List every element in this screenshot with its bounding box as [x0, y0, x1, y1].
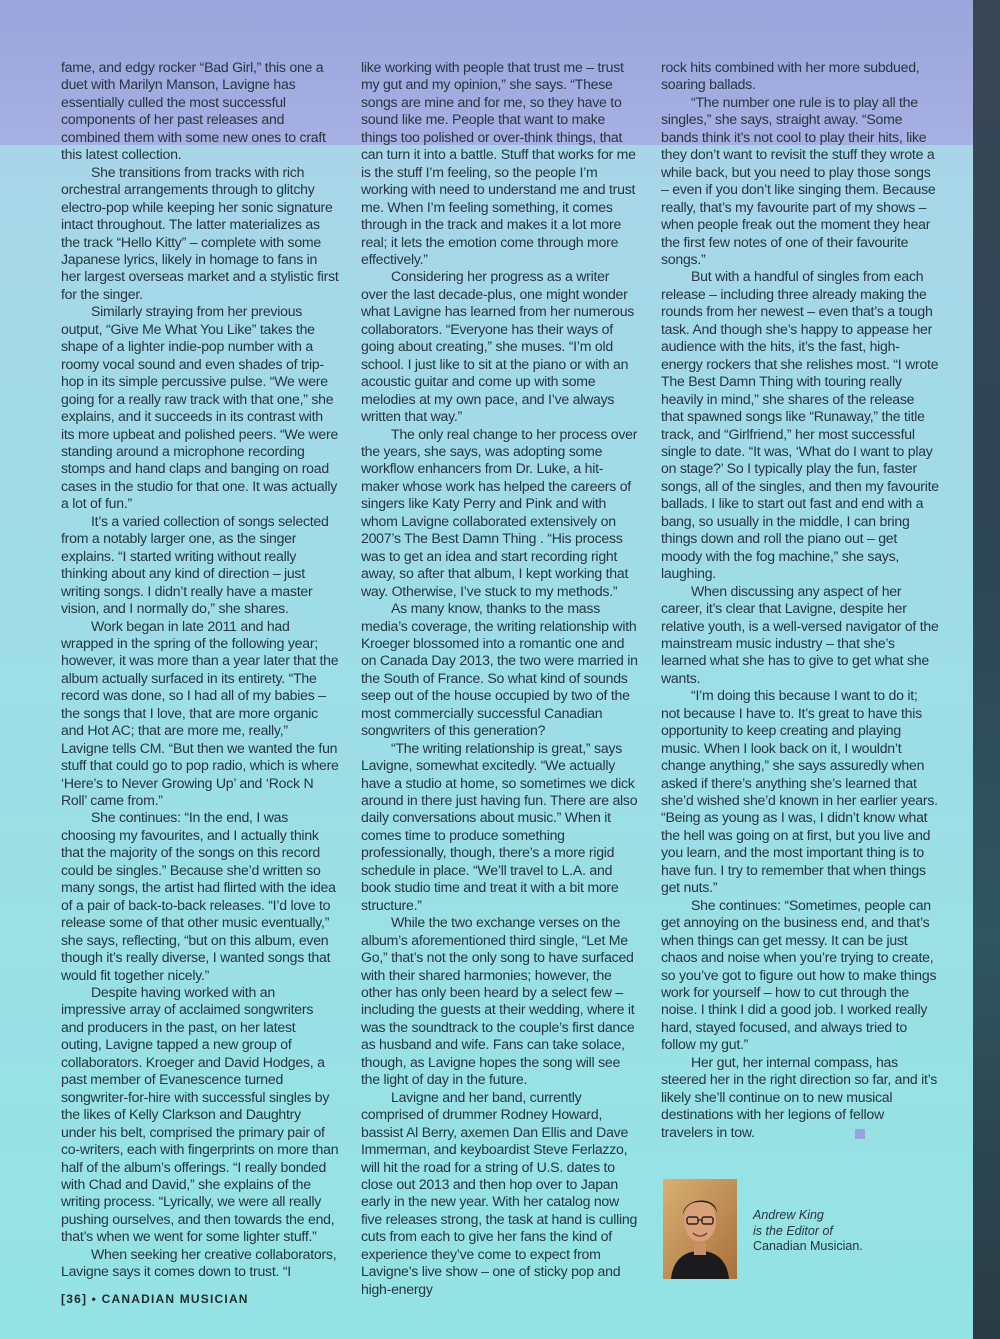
paragraph: When discussing any aspect of her career, it’s clear that Lavigne, despite her relative youth, is a well-versed navigator of the mainstream music industry – that she’s learned what she has to give to get what she wants. — [661, 582, 939, 686]
author-photo — [663, 1179, 737, 1279]
paragraph: Considering her progress as a writer over the last decade-plus, one might wonder what Lavigne has learned from her numerous collaborators. “Everyone has their ways of going about creating,” she muses. “I’m old school. I just like to sit at the piano or with an acoustic guitar and come up with some melodies at my own pace, and I’ve always written that way.” — [361, 268, 635, 425]
paragraph: like working with people that trust me – trust my gut and my opinion,” she says. “These songs are mine and for me, so they have to sound like me. People that want to make things too polished or over-think things, that can turn it into a battle. Stuff that works for me is the stuff I’m feeling, so the people I’m working with need to understand me and trust me. When I’m feeling something, it comes through in the track and makes it a lot more real; it lets the emotion come through more effectively.” — [361, 59, 636, 267]
author-publication: Canadian Musician. — [753, 1239, 863, 1253]
paragraph: “The number one rule is to play all the singles,” she says, straight away. “Some bands think it’s not cool to play their hits, like they don’t want to revisit the stuff they wrote a while back, but you need to play those songs – even if you don’t like singing them. Because really, that’s my favourite part of my shows – when people freak out the moment they hear the first few notes of one of their favourite songs.” — [661, 93, 936, 267]
paragraph: Lavigne and her band, currently comprised of drummer Rodney Howard, bassist Al Berry, axemen Dan Ellis and Dave Immerman, and keyboardist Steve Ferlazzo, will hit the road for a string of U.S. dates to close out 2013 and then hop over to Japan early in the new year. With her catalog now five releases strong, the task at hand is culling cuts from each to give her fans the kind of experience they’ve come to expect from Lavigne’s live show – one of sticky pop and high-energy — [361, 1088, 638, 1297]
paragraph: Work began in late 2011 and had wrapped in the spring of the following year; however, it was more than a year later that the album actually surfaced in its entirety. “The record was done, so I had all of my babies – the songs that I love, that are more organic and Hot AC; that are more me, really,” Lavigne tells CM. “But then we wanted the fun stuff that could go to pop radio, which is where ‘Here’s to Never Growing Up’ and ‘Rock N Roll’ came from.” — [61, 617, 339, 809]
paragraph: She continues: “Sometimes, people can get annoying on the business end, and that’s when things can get messy. It can be just chaos and noise when you’re trying to create, so you’ve got to figure out how to make things work for yourself – how to cut through the noise. I think I did a good job. I worked really hard, stayed focused, and always tried to follow my gut.” — [661, 896, 937, 1053]
author-role: is the Editor of — [753, 1223, 833, 1238]
paragraph: When seeking her creative collaborators, Lavigne says it comes down to trust. “I — [61, 1245, 337, 1280]
paragraph: rock hits combined with her more subdued, soaring ballads. — [661, 59, 920, 93]
text-column-1 — [61, 59, 339, 1281]
paragraph: She continues: “In the end, I was choosing my favourites, and I actually think that the majority of the songs on this record could be singles.” Because she’d written so many songs, the artist had flirted with the idea of a pair of back-to-back releases. “I’d love to release some of that other music eventually,” she says, reflecting, “but on this album, even though it’s really diverse, I wanted songs that would fit together nicely.” — [61, 809, 336, 983]
paragraph: It’s a varied collection of songs selected from a notably larger one, as the singer explains. “I started writing without really thinking about any kind of direction – just writing songs. I didn’t really have a master vision, and I normally do,” she shares. — [61, 512, 329, 617]
paragraph: Despite having worked with an impressive array of acclaimed songwriters and producers in the past, on her latest outing, Lavigne tapped a new group of collaborators. Kroeger and David Hodges, a past member of Evanescence turned songwriter-for-hire with successful singles by the likes of Kelly Clarkson and Daughtry under his belt, comprised the primary pair of co-writers, each with fingerprints on more than half of the album’s offerings. “I really bonded with Chad and David,” she explains of the writing process. “Lyrically, we were all really pushing ourselves, and then towards the end, that’s when we went for some lighter stuff.” — [61, 984, 339, 1245]
text-column-3 — [661, 59, 939, 1141]
paragraph: As many know, thanks to the mass media’s coverage, the writing relationship with Kroeger blossomed into a romantic one and on Canada Day 2013, the two were married in the South of France. So what kind of sounds seep out of the house occupied by two of the most commercially successful Canadian songwriters of this generation? — [361, 600, 638, 739]
author-bio — [753, 1208, 863, 1255]
paragraph: “The writing relationship is great,” says Lavigne, somewhat excitedly. “We actually have a studio at home, so sometimes we dick around in there just having fun. There are also daily conversations about music.” When it comes time to produce something professionally, though, there’s a more rigid schedule in place. “We’ll travel to L.A. and book studio time and treat it with a bit more structure.” — [361, 739, 638, 913]
page-folio: [36] • CANADIAN MUSICIAN — [61, 1292, 249, 1306]
paragraph: The only real change to her process over the years, she says, was adopting some workflow enhancers from Dr. Luke, a hit-maker whose work has helped the careers of singers like Katy Perry and Pink and with whom Lavigne collaborated extensively on 2007’s The Best Damn Thing . “His process was to get an idea and start recording right away, so after that album, I kept working that way. Otherwise, I’ve stuck to my methods.” — [361, 425, 638, 599]
paragraph: She transitions from tracks with rich orchestral arrangements through to glitchy electro-pop while keeping her sonic signature intact throughout. The latter materializes as the track “Hello Kitty” – complete with some Japanese lyrics, likely in homage to fans in her largest overseas market and a stylistic first for the singer. — [61, 163, 339, 302]
paragraph: But with a handful of singles from each release – including three already making the rounds from her newest – even that’s a tough task. And though she’s happy to appease her audience with the hits, it’s the fast, high-energy rockers that she relishes most. “I wrote The Best Damn Thing with touring really heavily in mind,” she shares of the release that spawned songs like “Runaway,” the title track, and “Girlfriend,” her most successful single to date. “It was, ‘What do I want to play on stage?’ So I typically play the fun, faster songs, all of the singles, and then my favourite ballads. I like to start out fast and end with a bang, so usually in the middle, I can bring things down and roll the piano out – get moody with the fog machine,” she says, laughing. — [661, 268, 939, 582]
paragraph: While the two exchange verses on the album’s aforementioned third single, “Let Me Go,” that’s not the only song to have surfaced with their shared harmonies; however, the other has only been heard by a select few – including the guests at their wedding, where it was the soundtrack to the couple’s first dance as husband and wife. Fans can take solace, though, as Lavigne hopes the song will see the light of day in the future. — [361, 914, 635, 1088]
facing-page-edge — [973, 0, 1000, 1339]
paragraph: “I’m doing this because I want to do it; not because I have to. It’s great to have this opportunity to keep creating and playing music. When I look back on it, I wouldn’t change anything,” she says assuredly when asked if there’s anything she’s learned that she’d wished she’d known in her earlier years. “Being as young as I was, I didn’t know what the hell was going on at first, but you live and you learn, and the most important thing is to have fun. I try to remember that when things get nuts.” — [661, 687, 938, 896]
paragraph: fame, and edgy rocker “Bad Girl,” this one a duet with Marilyn Manson, Lavigne has essentially culled the most successful components of her past releases and combined them with some new ones to craft this latest collection. — [61, 59, 326, 163]
paragraph-final-text: Her gut, her internal compass, has steered her in the right direction so far, and it’s likely she’ll continue on to new musical destinations with her legions of fellow travelers in tow. — [661, 1053, 938, 1140]
paragraph-final — [661, 1054, 939, 1141]
text-column-2 — [361, 59, 639, 1298]
paragraph: Similarly straying from her previous output, “Give Me What You Like” takes the shape of a lighter indie-pop number with a roomy vocal sound and even shades of trip-hop in its simple percussive pulse. “We were going for a really raw track with that one,” she explains, and it succeeds in its contrast with its more upbeat and polished peers. “We were standing around a microphone recording stomps and hand claps and banging on road cases in the studio for that one. It was actually a lot of fun.” — [61, 303, 339, 512]
end-of-article-mark — [855, 1129, 865, 1139]
author-portrait-image — [663, 1179, 737, 1279]
author-name: Andrew King — [753, 1208, 824, 1222]
